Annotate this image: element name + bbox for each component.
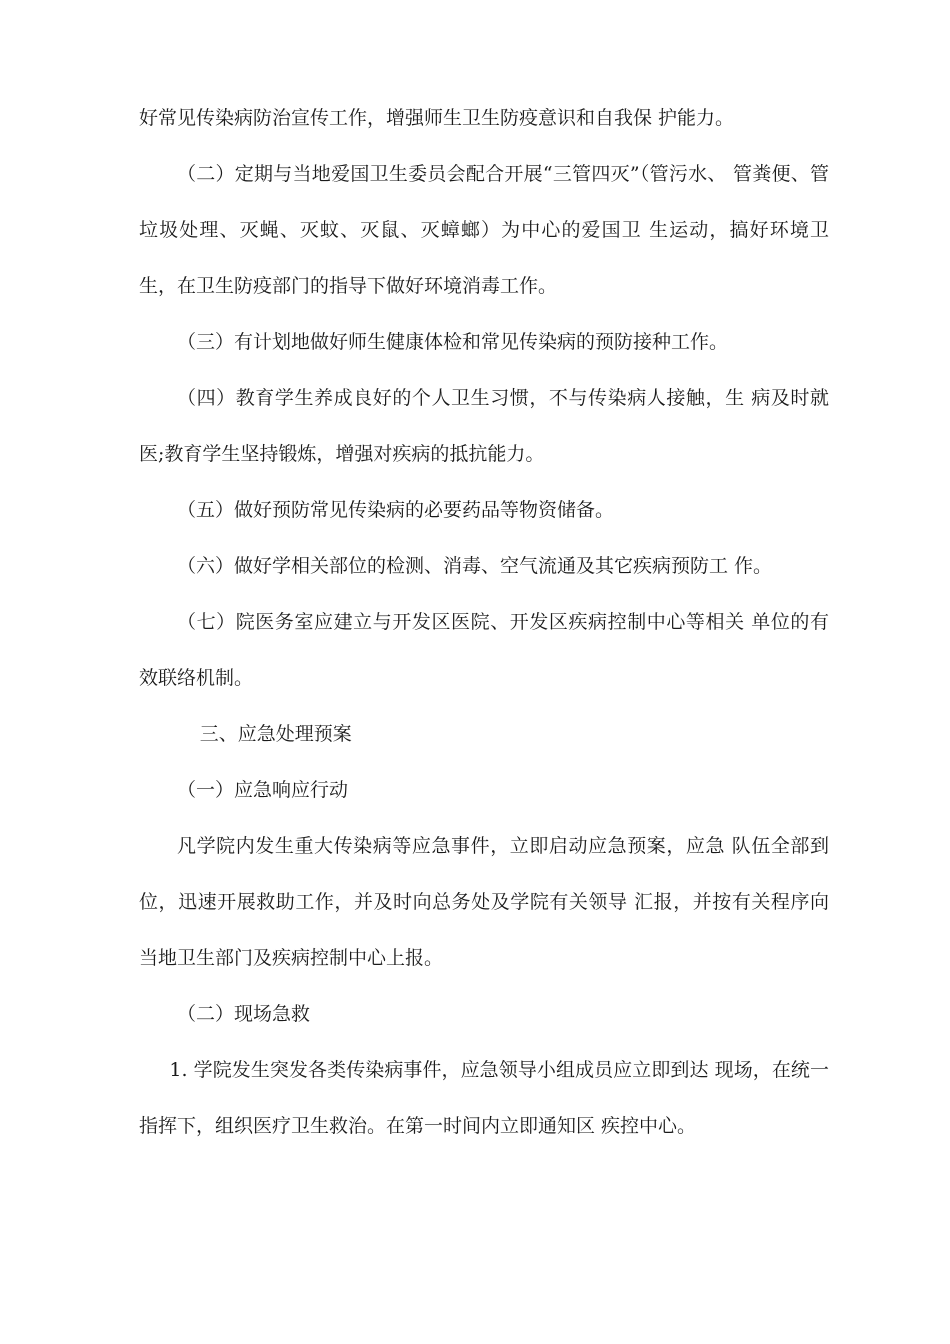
paragraph-onsite-rescue-1: 1. 学院发生突发各类传染病事件，应急领导小组成员应立即到达 现场，在统一指挥下，组织医疗卫生救治。在第一时间内立即通知区 疾控中心。 xyxy=(139,1059,829,1137)
subsection-heading-2: （二）现场急救 xyxy=(177,1003,311,1025)
paragraph-item-7: （七）院医务室应建立与开发区医院、开发区疾病控制中心等相关 单位的有效联络机制。 xyxy=(139,611,829,689)
paragraph-continuation: 好常见传染病防治宣传工作，增强师生卫生防疫意识和自我保 护能力。 xyxy=(139,107,735,129)
paragraph-item-6: （六）做好学相关部位的检测、消毒、空气流通及其它疾病预防工 作。 xyxy=(177,555,773,577)
paragraph-emergency-response: 凡学院内发生重大传染病等应急事件，立即启动应急预案，应急 队伍全部到位，迅速开展救助工作，并及时向总务处及学院有关领导 汇报，并按有关程序向当地卫生部门及疾病控制中心上报。 xyxy=(139,835,829,969)
section-heading: 三、应急处理预案 xyxy=(199,723,352,745)
subsection-heading-1: （一）应急响应行动 xyxy=(177,779,349,801)
paragraph-item-4: （四）教育学生养成良好的个人卫生习惯，不与传染病人接触，生 病及时就医;教育学生坚持锻炼，增强对疾病的抵抗能力。 xyxy=(139,387,829,465)
paragraph-item-5: （五）做好预防常见传染病的必要药品等物资储备。 xyxy=(177,499,615,521)
paragraph-item-2: （二）定期与当地爱国卫生委员会配合开展“三管四灭”（管污水、 管粪便、管垃圾处理、灭蝇、灭蚊、灭鼠、灭蟑螂）为中心的爱国卫 生运动，搞好环境卫生，在卫生防疫部门的指导下做好环境消毒工作。 xyxy=(139,163,829,297)
paragraph-item-3: （三）有计划地做好师生健康体检和常见传染病的预防接种工作。 xyxy=(177,331,729,353)
